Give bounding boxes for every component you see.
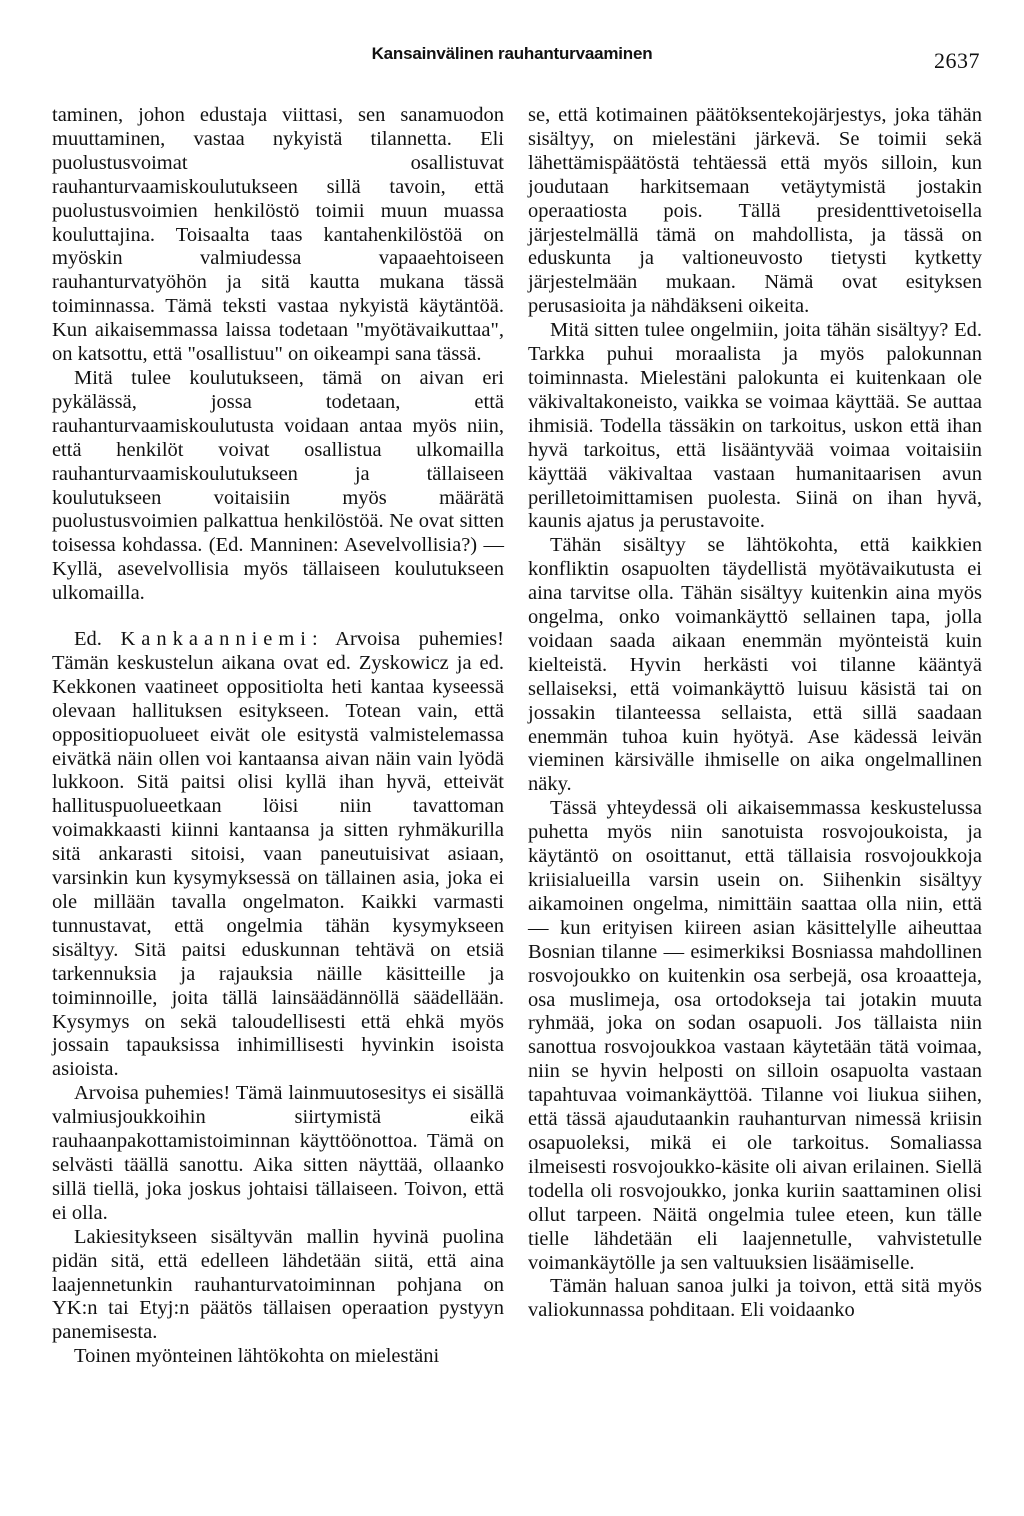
page-number: 2637 [934, 48, 980, 73]
right-column [528, 104, 982, 1323]
paragraph: se, että kotimainen päätöksentekojärjestys, joka tähän sisältyy, on mielestäni järkevä. Se toimii sekä lähettämispäätöstä tehtäessä että myös silloin, kun joudutaan harkitsemaan vetäytymistä jostakin operaatiosta pois. Tällä presidenttivetoisella järjestelmällä tämä on mahdollista, ja tässä on eduskunta ja valtioneuvosto tietysti kytketty järjestelmään mukaan. Nämä ovat esityksen perusasioita ja nähdäkseni oikeita. [528, 104, 982, 318]
speaker-name: Kankaanniemi [120, 628, 313, 651]
speech-text: : Arvoisa puhemies! Tämän keskustelun aikana ovat ed. Zyskowicz ja ed. Kekkonen vaatineet oppositiolta heti kantaa kyseessä olevaan hallituksen esitykseen. Totean vain, että oppositiopuolueet eivät ole esitystä valmistelemassa eivätkä näin ollen voi kantaansa aivan näin vain lyödä lukkoon. Sitä paitsi olisi kyllä ihan hyvä, etteivät hallituspuolueetkaan löisi niin tavattoman voimakkaasti kiinni kantaansa ja sitten ryhmäkurilla sitä ankarasti sitoisi, vaan paneutuisivat asiaan, varsinkin kun kysymyksessä on tällainen asia, joka ei ole millään tavalla ongelmaton. Kaikki varmasti tunnustavat, että ongelmia tähän kysymykseen sisältyy. Sitä paitsi eduskunnan tehtävä on etsiä tarkennuksia ja rajauksia näille käsitteille ja toiminnoille, joita tällä lainsäädännöllä säädellään. Kysymys on sekä taloudellisesti että ehkä myös jossain tapauksissa inhimillisesti hyvinkin isoista asioista. [52, 628, 504, 1081]
paragraph: Mitä tulee koulutukseen, tämä on aivan eri pykälässä, jossa todetaan, että rauhanturvaamiskoulutusta voidaan antaa myös niin, että henkilöt voivat osallistua ulkomailla rauhanturvaamiskoulutukseen ja tällaiseen koulutukseen voitaisiin myös määrätä puolustusvoimien palkattua henkilöstöä. Ne ovat sitten toisessa kohdassa. (Ed. Manninen: Asevelvollisia?) — Kyllä, asevelvollisia myös tällaiseen koulutukseen ulkomailla. [52, 366, 504, 605]
paragraph: Toinen myönteinen lähtökohta on mielestäni [74, 1345, 440, 1368]
paragraph: Tähän sisältyy se lähtökohta, että kaikkien konfliktin osapuolten täydellistä myötävaikutusta ei aina tarvitse olla. Tähän sisältyy kuitenkin aina myös ongelma, onko voimankäyttö sellainen tapa, jolla voidaan saada aikaan enemmän myönteistä kuin kielteistä. Hyvin herkästi voi tilanne kääntyä sellaiseksi, että voimankäyttö luisuu käsistä tai on jossakin tilanteessa sellaista, että sillä saadaan enemmän tuhoa kuin hyötyä. Ase kädessä leivän vieminen kärsivälle ihmiselle on aika ongelmallinen näky. [528, 534, 982, 796]
speaker-paragraph [52, 628, 504, 1082]
running-title: Kansainvälinen rauhanturvaaminen [371, 44, 653, 63]
speaker-prefix: Ed. [74, 628, 102, 651]
left-column [52, 104, 504, 1369]
paragraph: Mitä sitten tulee ongelmiin, joita tähän sisältyy? Ed. Tarkka puhui moraalista ja myös palokunnan toiminnasta. Mielestäni palokunta ei kuitenkaan ole väkivaltakoneisto, vaikka se voimaa käyttää. Se auttaa ihmisiä. Todella tässäkin on tarkoitus, uskon että ihan hyvä tarkoitus, että lisääntyvää voimaa voitaisiin käyttää väkivaltaa vastaan humanitaarisen avun perilletoimittamisen puolesta. Siinä on ihan hyvä, kaunis ajatus ja perustavoite. [528, 319, 982, 533]
paragraph: taminen, johon edustaja viittasi, sen sanamuodon muuttaminen, vastaa nykyistä tilannetta. Eli puolustusvoimat osallistuvat rauhanturvaamiskoulutukseen sillä tavoin, että puolustusvoimien henkilöstö toimii muun muassa kouluttajina. Toisaalta taas kantahenkilöstöä on myöskin valmiudessa vapaaehtoiseen rauhanturvatyöhön ja sitä kautta mukana tässä toiminnassa. Tämä teksti vastaa nykyistä käytäntöä. Kun aikaisemmassa laissa todetaan "myötävaikuttaa", on katsottu, että "osallistuu" on oikeampi sana tässä. [52, 104, 504, 366]
paragraph: Tässä yhteydessä oli aikaisemmassa keskustelussa puhetta myös niin sanotuista rosvojoukoista, ja käytäntö on osoittanut, että tällaisia rosvojoukkoja kriisialueilla varsin usein on. Siihenkin sisältyy aikamoinen ongelma, nimittäin saattaa olla niin, että — kun erityisen kiireen asian käsittelylle aiheuttaa Bosnian tilanne — esimerkiksi Bosniassa mahdollinen rosvojoukko on kuitenkin osa serbejä, osa kroaatteja, osa muslimeja, osa ortodokseja tai jotakin muuta ryhmää, joka on sodan osapuoli. Jos tällaista niin sanottua rosvojoukkoa vastaan käytetään tätä voimaa, niin se hyvin helposti on silloin osapuolta vastaan tapahtuvaa voimankäyttöä. Tilanne voi liukua siihen, että tässä ajaudutaankin rauhanturvan nimessä kriisin osapuoleksi, mikä ei ole tarkoitus. Somaliassa ilmeisesti rosvojoukko-käsite oli aivan erilainen. Siellä todella oli rosvojoukko, jonka kuriin saattaminen olisi ollut tarpeen. Näitä ongelmia tulee eteen, kun tälle tielle lähdetään eli laajennetulle, vahvistetulle voimankäytölle ja sen valtuuksien lisäämiselle. [528, 797, 982, 1274]
paragraph: Tämän haluan sanoa julki ja toivon, että sitä myös valiokunnassa pohditaan. Eli voidaanko [528, 1275, 982, 1322]
paragraph: Lakiesitykseen sisältyvän mallin hyvinä puolina pidän sitä, että edelleen lähdetään siitä, että aina laajennetunkin rauhanturvatoiminnan pohjana on YK:n tai Etyj:n päätös tällaisen operaation pystyyn panemisesta. [52, 1225, 504, 1344]
paragraph: Arvoisa puhemies! Tämä lainmuutosesitys ei sisällä valmiusjoukkoihin siirtymistä eikä rauhaanpakottamistoiminnan käyttöönottoa. Tämä on selvästi täällä sanottu. Aika sitten näyttää, ollaanko sillä tiellä, joka joskus johtaisi tällaiseen. Toivon, että ei olla. [52, 1082, 504, 1224]
running-header [0, 44, 1024, 74]
